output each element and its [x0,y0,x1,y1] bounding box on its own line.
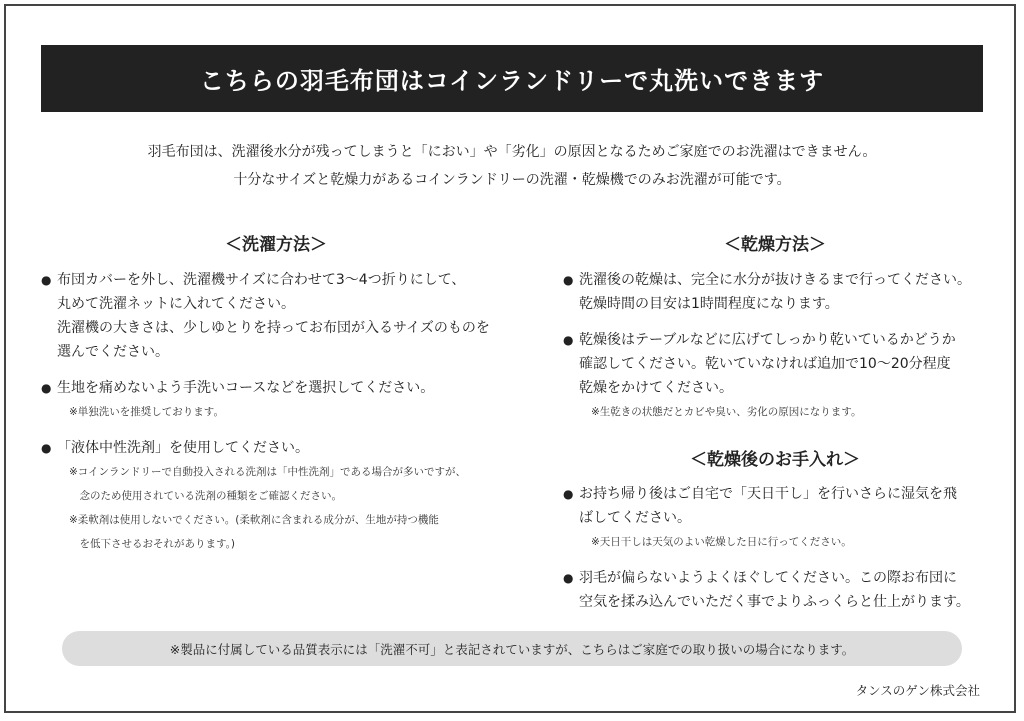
item-text: 丸めて洗濯ネットに入れてください。 [57,296,295,312]
item-text: 布団カバーを外し、洗濯機サイズに合わせて3～4つ折りにして、 [57,272,466,288]
bullet-icon: ● [563,333,574,347]
care-section [563,482,993,626]
item-note: を低下させるおそれがあります。) [69,538,236,550]
title-banner [41,45,983,112]
list-item [41,436,521,556]
washing-heading: ＜洗濯方法＞ [225,235,327,255]
item-note: ※コインランドリーで自動投入される洗剤は「中性洗剤」である場合が多いですが、 [69,466,466,478]
washing-list [41,268,521,556]
list-item [563,268,993,316]
item-text: 空気を揉み込んでいただく事でよりふっくらと仕上がります。 [579,594,970,610]
intro-line: 羽毛布団は、洗濯後水分が残ってしまうと「におい」や「劣化」の原因となるためご家庭でのお洗濯はできません。 [147,144,877,160]
list-item [563,566,993,614]
item-note: ※生乾きの状態だとカビや臭い、劣化の原因になります。 [591,406,862,418]
care-list [563,482,993,614]
footnote-pill [62,631,962,666]
list-item [563,482,993,554]
care-heading: ＜乾燥後のお手入れ＞ [690,450,860,470]
item-text: 洗濯機の大きさは、少しゆとりを持ってお布団が入るサイズのものを [57,320,490,336]
bullet-icon: ● [563,273,574,287]
drying-heading: ＜乾燥方法＞ [724,235,826,255]
washing-section [41,268,521,568]
item-text: 確認してください。乾いていなければ追加で10～20分程度 [579,356,951,372]
item-text: 乾燥後はテーブルなどに広げてしっかり乾いているかどうか [579,332,956,348]
item-text: 生地を痛めないよう手洗いコースなどを選択してください。 [57,380,435,396]
bullet-icon: ● [41,381,52,395]
company-name: タンスのゲン株式会社 [855,683,980,698]
bullet-icon: ● [41,273,52,287]
intro-line: 十分なサイズと乾燥力があるコインランドリーの洗濯・乾燥機でのみお洗濯が可能です。 [233,172,791,188]
item-note: 念のため使用されている洗剤の種類をご確認ください。 [69,490,342,502]
bullet-icon: ● [563,487,574,501]
page-title: こちらの羽毛布団はコインランドリーで丸洗いできます [199,67,825,95]
item-note: ※単独洗いを推奨しております。 [69,406,224,418]
item-text: 「液体中性洗剤」を使用してください。 [57,440,309,456]
item-text: 乾燥時間の目安は1時間程度になります。 [579,296,839,312]
bullet-icon: ● [41,441,52,455]
item-text: 羽毛が偏らないようよくほぐしてください。この際お布団に [579,570,957,586]
item-text: お持ち帰り後はご自宅で「天日干し」を行いさらに湿気を飛 [579,486,957,502]
list-item [41,376,521,424]
item-note: ※天日干しは天気のよい乾燥した日に行ってください。 [591,536,852,548]
list-item [563,328,993,424]
item-text: 洗濯後の乾燥は、完全に水分が抜けきるまで行ってください。 [579,272,971,288]
bullet-icon: ● [563,571,574,585]
drying-list [563,268,993,424]
item-text: ばしてください。 [579,510,691,526]
footnote-text: ※製品に付属している品質表示には「洗濯不可」と表記されていますが、こちらはご家庭での取り扱いの場合になります。 [169,641,855,657]
list-item [41,268,521,364]
item-text: 乾燥をかけてください。 [579,380,733,396]
drying-section [563,268,993,436]
item-note: ※柔軟剤は使用しないでください。(柔軟剤に含まれる成分が、生地が持つ機能 [69,514,439,526]
intro-text [41,138,983,194]
item-text: 選んでください。 [57,344,169,360]
